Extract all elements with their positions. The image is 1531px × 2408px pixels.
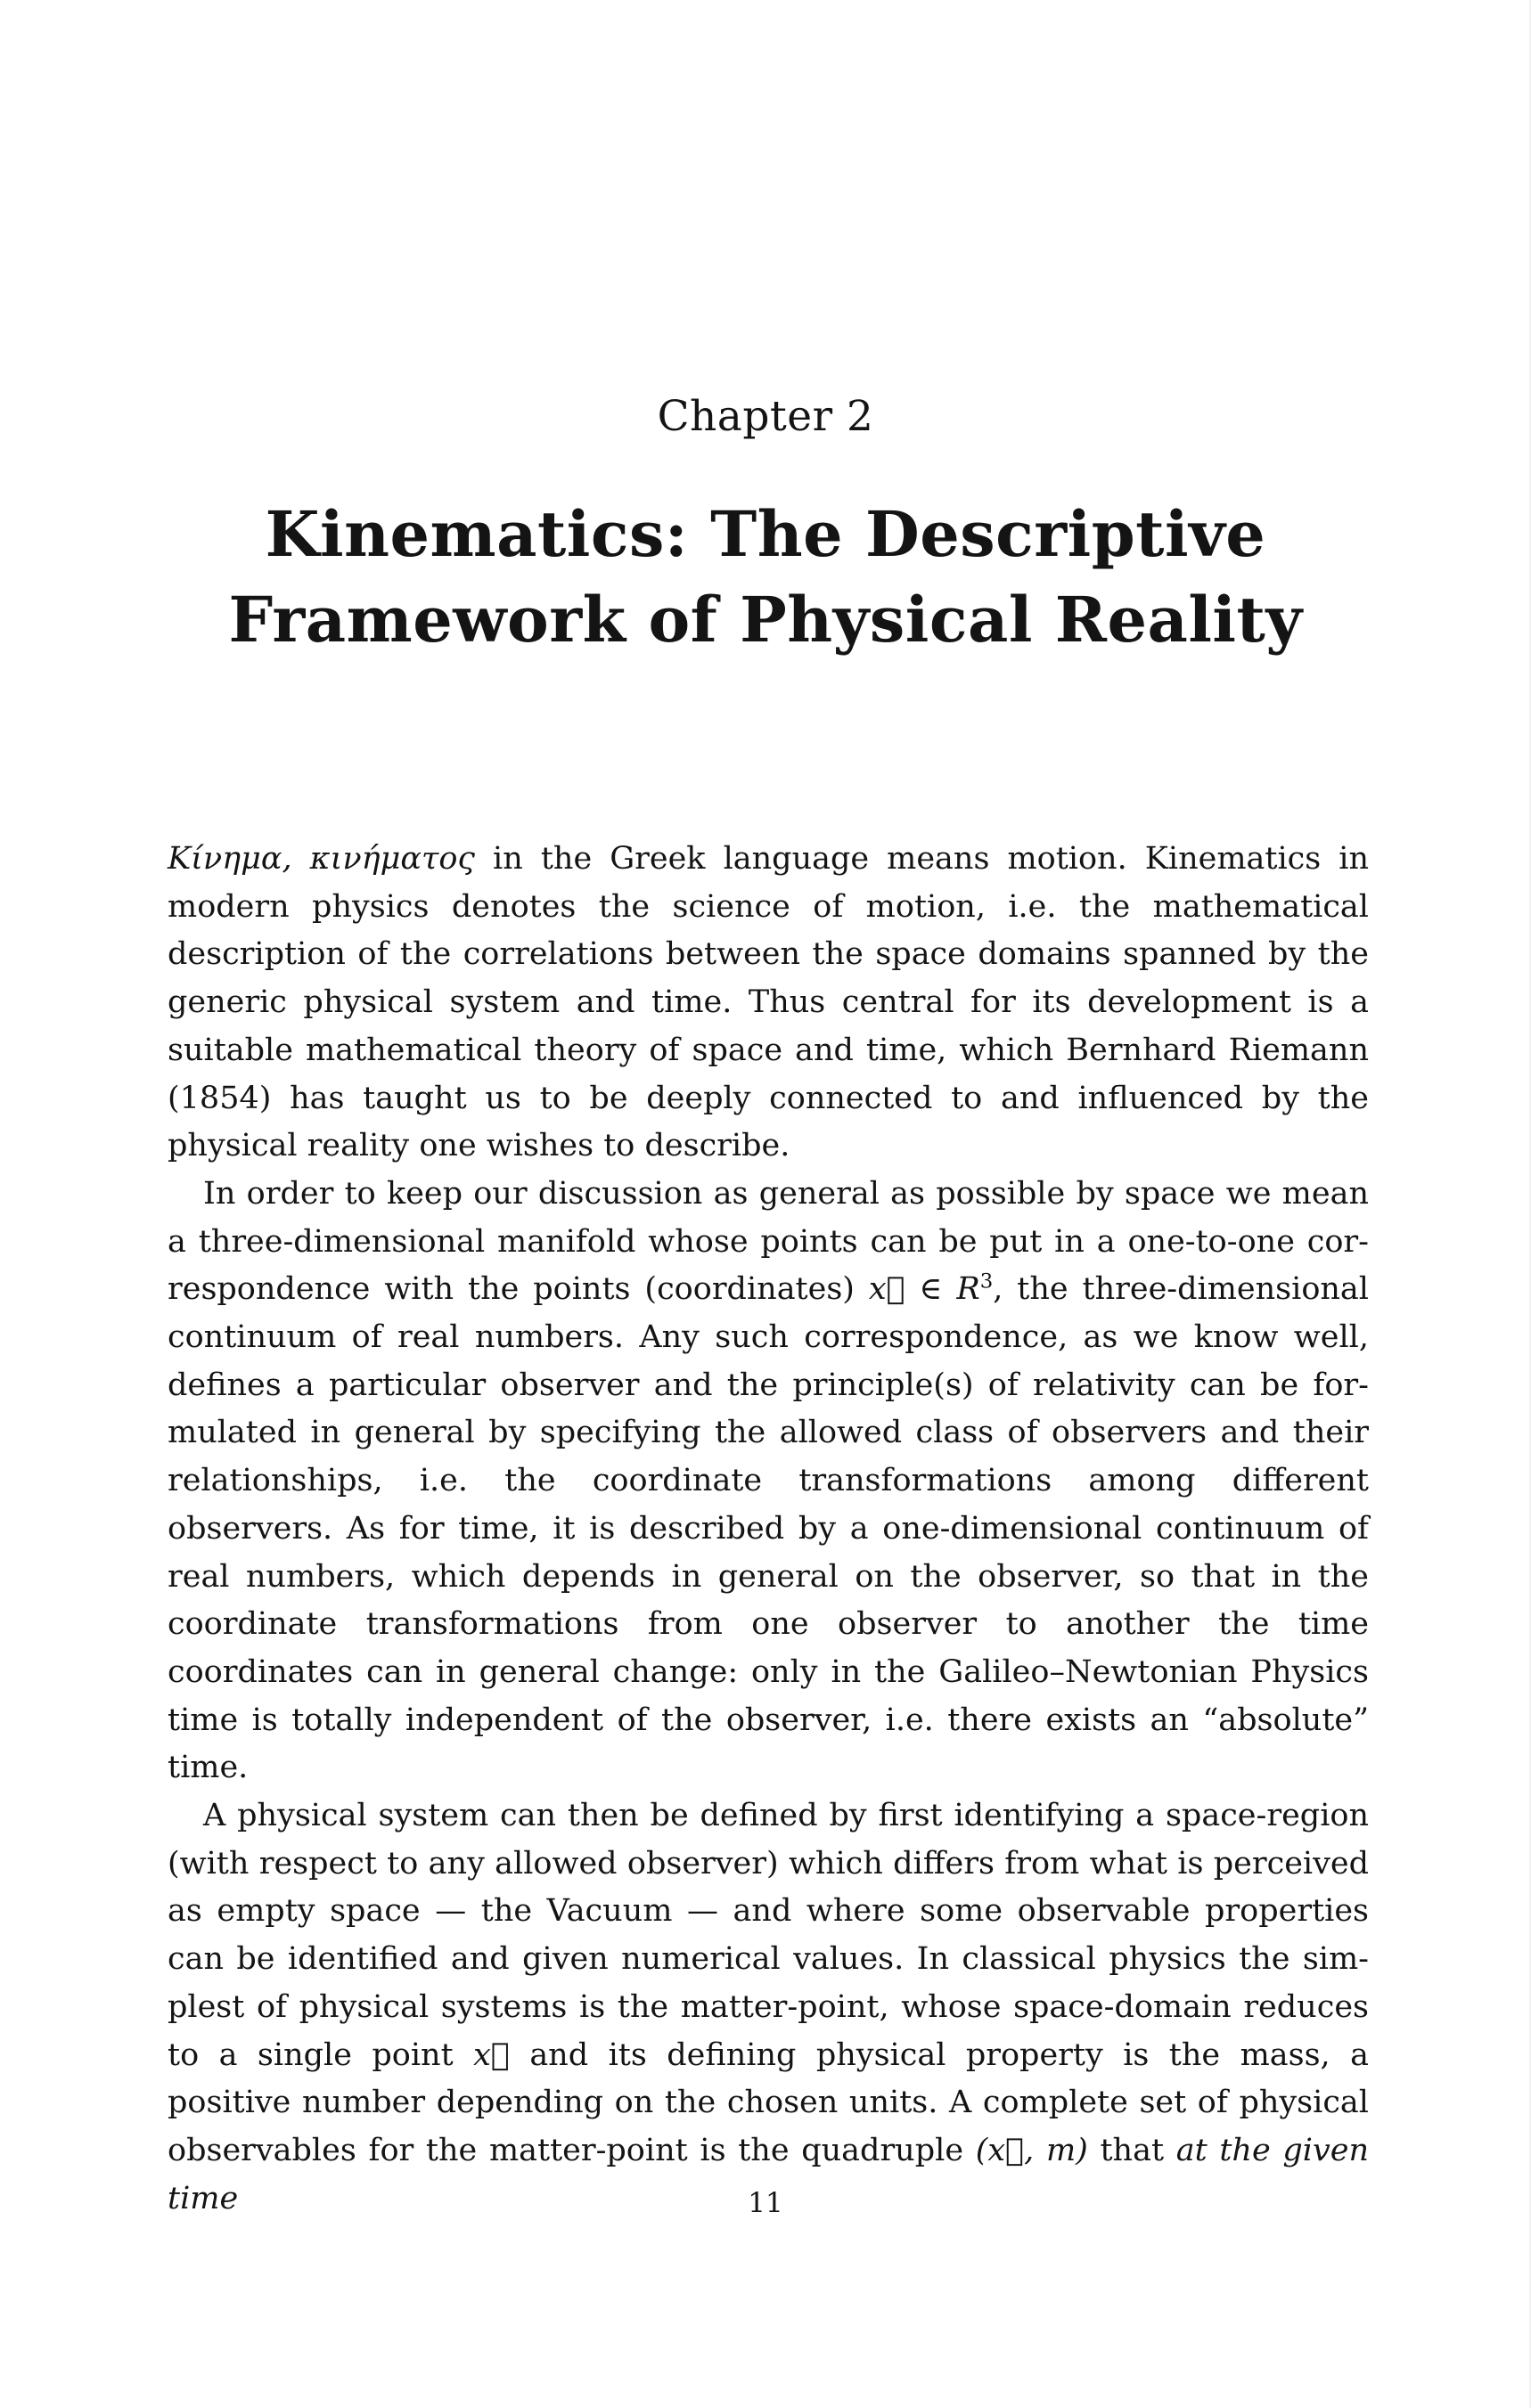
math-quadruple: (x⃗, m) — [975, 2132, 1088, 2168]
chapter-title-line-2: Framework of Physical Reality — [228, 583, 1303, 657]
paragraph-2-text-a: In order to keep our discussion as general as possible by space we mean a three-dimensional manifold whose points can be put in a one-to-one correspondence with the points (coordinates) — [168, 1175, 1369, 1308]
paragraph-2 — [168, 1171, 1369, 1792]
paragraph-2-text-b: , the three-dimensional continuum of real numbers. Any such correspondence, as we know well, defines a particular observer and the principle(s) of relativity can be formulated in general by specifying the allowed class of observers and their relationships, i.e. the coordinate transformations among different observers. As for time, it is described by a one-dimensional continuum of real numbers, which depends in general on the observer, so that in the coordinate transformations from one observer to another the time coordinates can in general change: only in the Galileo–Newtonian Physics time is totally independent of the observer, i.e. there exists an “absolute” time. — [168, 1271, 1369, 1786]
paragraph-1-text: in the Greek language means motion. Kinematics in modern physics denotes the science of motion, i.e. the mathematical description of the correlations between the space domains spanned by the generic physical system and time. Thus central for its development is a suitable mathematical theory of space and time, which Bernhard Riemann (1854) has taught us to be deeply connected to and influenced by the physical reality one wishes to describe. — [168, 841, 1370, 1164]
greek-term: Κίνημα, κινήματος — [168, 841, 476, 877]
page-number: 11 — [748, 2187, 783, 2219]
paragraph-3-italic: at the given time — [168, 2132, 1369, 2216]
paragraph-3-text-c: that — [1087, 2132, 1176, 2168]
math-x-in-r: x⃗ ∈ R — [868, 1271, 980, 1308]
paragraph-3-text-b: and its defining physical property is the mass, a positive number depending on the chosen units. A complete set of physical observables for the matter-point is the quadruple — [168, 2037, 1369, 2168]
paragraph-3 — [168, 1792, 1369, 2223]
paragraph-3-text-a: A physical system can then be defined by first identifying a space-region (with respect to any allowed observer) which differs from what is perceived as empty space — the Vacuum — and where some observable properties can be identified and given numerical values. In classical physics the simplest of physical systems is the matter-point, whose space-domain reduces to a single point — [168, 1798, 1369, 2073]
chapter-label: Chapter 2 — [657, 392, 874, 441]
math-superscript: 3 — [979, 1269, 994, 1294]
chapter-title-line-1: Kinematics: The Descriptive — [265, 497, 1266, 571]
math-x-vector: x⃗ — [473, 2037, 510, 2073]
body-text — [168, 836, 1369, 2223]
paragraph-1 — [168, 836, 1369, 1171]
chapter-title — [0, 492, 1531, 663]
